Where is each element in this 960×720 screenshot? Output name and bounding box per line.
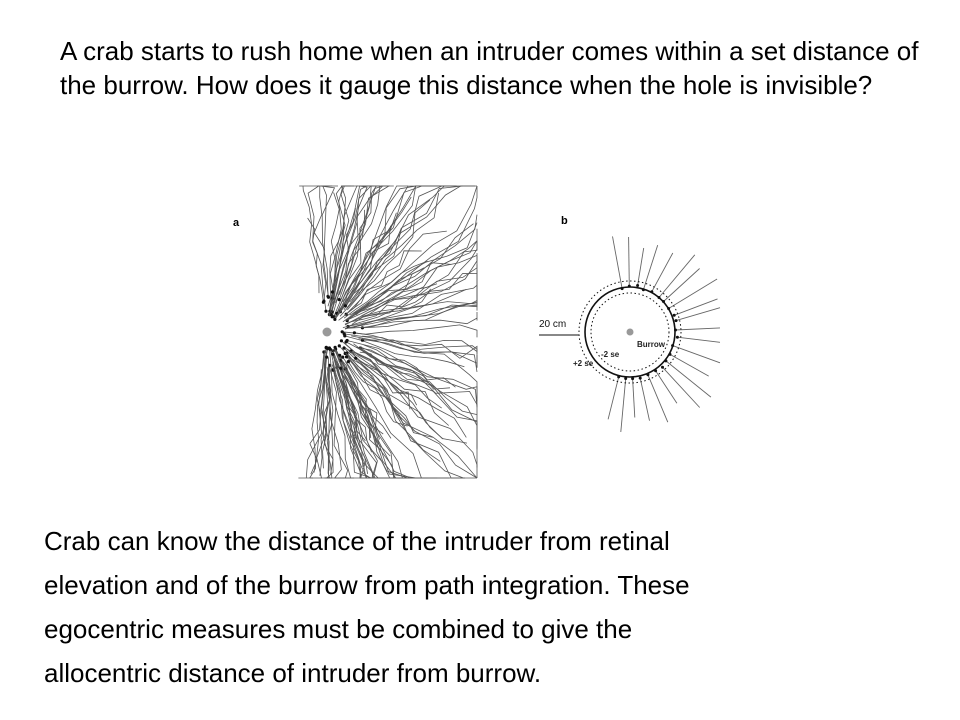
start-dot — [354, 357, 357, 360]
escape-track — [640, 378, 649, 421]
escape-track — [638, 248, 644, 286]
escape-track — [608, 377, 619, 419]
start-dot — [331, 290, 334, 293]
answer-line: elevation and of the burrow from path integration. These — [44, 570, 690, 600]
burrow-label: Burrow — [637, 340, 665, 349]
start-dot — [338, 344, 341, 347]
start-dot — [322, 300, 325, 303]
plus-se-label: +2 se — [573, 359, 594, 368]
escape-track — [341, 186, 394, 300]
escape-track — [666, 361, 711, 397]
answer-line: allocentric distance of intruder from burrow. — [44, 658, 542, 688]
start-dot — [325, 346, 328, 349]
panel-a — [233, 186, 477, 478]
start-dot — [353, 331, 356, 334]
scale-label: 20 cm — [539, 319, 567, 330]
escape-track — [629, 237, 630, 286]
start-dot — [341, 330, 344, 333]
answer-text — [44, 519, 934, 695]
start-dot — [636, 284, 639, 287]
start-dot — [676, 336, 679, 339]
burrow-marker-a — [323, 328, 332, 337]
question-text: A crab starts to rush home when an intruder comes within a set distance of the burrow. How does it gauge this distance when the hole is invisible? — [60, 36, 919, 100]
start-dot — [327, 296, 330, 299]
panel-b — [539, 215, 720, 432]
escape-track — [621, 379, 626, 433]
start-dot — [661, 366, 664, 369]
start-dot — [345, 355, 348, 358]
burrow-marker-b — [627, 329, 634, 336]
minus-se-label: -2 se — [601, 350, 620, 359]
crab-escape-figure — [215, 180, 735, 485]
escape-track — [652, 253, 673, 292]
escape-track — [669, 279, 718, 309]
panel-a-label: a — [233, 217, 240, 229]
escape-track — [670, 354, 709, 376]
start-dot — [639, 377, 642, 380]
start-dot — [331, 353, 334, 356]
escape-track — [303, 186, 319, 293]
start-dot — [338, 298, 341, 301]
panel-b-tracks — [608, 236, 720, 432]
escape-track — [353, 186, 477, 313]
panel-b-label: b — [561, 215, 568, 227]
escape-track — [633, 379, 635, 418]
start-dot — [341, 356, 344, 359]
start-dot — [325, 356, 328, 359]
escape-track — [648, 375, 668, 422]
escape-track — [357, 347, 477, 450]
escape-track — [656, 371, 677, 403]
start-dot — [333, 318, 336, 321]
escape-track — [643, 245, 657, 290]
start-dot — [673, 314, 676, 317]
escape-track — [346, 186, 477, 314]
figure-svg — [215, 180, 735, 485]
escape-track — [677, 337, 720, 342]
escape-track — [659, 255, 695, 298]
escape-track — [613, 236, 623, 288]
start-dot — [340, 339, 343, 342]
start-dot — [342, 347, 345, 350]
answer-line: egocentric measures must be combined to give the — [44, 614, 633, 644]
start-dot — [675, 319, 678, 322]
start-dot — [324, 310, 327, 313]
answer-line: Crab can know the distance of the intruder from retinal — [44, 526, 670, 556]
escape-track — [314, 186, 326, 301]
start-dot — [344, 304, 347, 307]
escape-track — [298, 350, 325, 478]
escape-track — [676, 328, 721, 330]
escape-track — [676, 308, 720, 321]
start-dot — [347, 360, 350, 363]
escape-track — [358, 348, 477, 445]
start-dot — [346, 339, 349, 342]
